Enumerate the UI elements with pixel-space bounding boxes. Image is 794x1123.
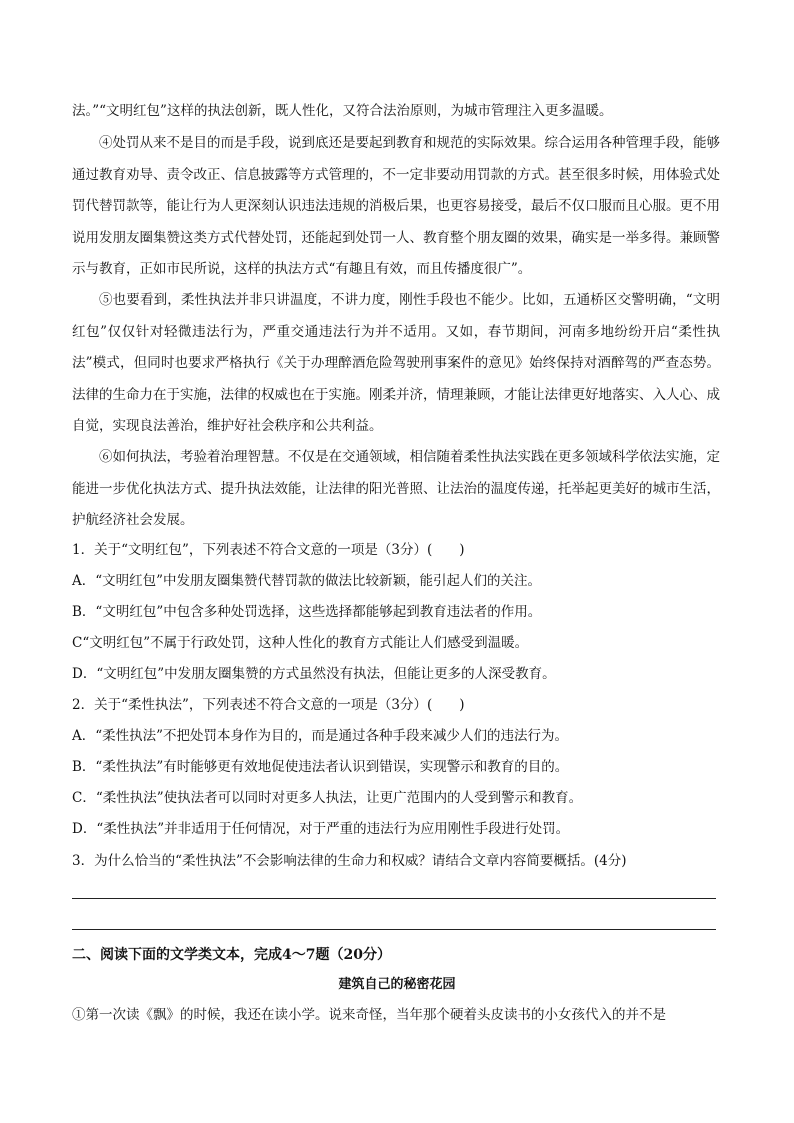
question-2-option-d: D．“柔性执法”并非适用于任何情况，对于严重的违法行为应用刚性手段进行处罚。	[72, 821, 570, 837]
question-1-option-d: D．“文明红包”中发朋友圈集赞的方式虽然没有执法，但能让更多的人深受教育。	[72, 666, 556, 682]
answer-line-2[interactable]	[72, 929, 716, 930]
question-2-stem: 2．关于“柔性执法”，下列表述不符合文意的一项是（3分）( )	[72, 697, 465, 713]
article-paragraph-1: ①第一次读《飘》的时候，我还在读小学。说来奇怪，当年那个硬着头皮读书的小女孩代入的并不是	[72, 1007, 666, 1023]
question-1-stem: 1．关于“文明红包”，下列表述不符合文意的一项是（3分）( )	[72, 542, 465, 558]
section-2-heading: 二、阅读下面的文学类文本，完成4～7题（20分）	[72, 947, 391, 963]
passage-paragraph-3-end: 法。”“文明红包”这样的执法创新，既人性化，又符合法治原则，为城市管理注入更多温暖。	[72, 103, 613, 119]
article-title: 建筑自己的秘密花园	[338, 977, 456, 992]
passage-paragraph-4: ④处罚从来不是目的而是手段，说到底还是要起到教育和规范的实际效果。综合运用各种管理手段，能够通过教育劝导、责令改正、信息披露等方式管理的，不一定非要动用罚款的方式。甚至很多时候，用体验式处罚代替罚款等，能让行为人更深刻认识违法违规的消极后果，也更容易接受，最后不仅口服而且心服。更不用说用发朋友圈集赞这类方式代替处罚，还能起到处罚一人、教育整个朋友圈的效果，确实是一举多得。兼顾警示与教育，正如市民所说，这样的执法方式“有趣且有效，而且传播度很广”。	[72, 135, 720, 278]
question-1-option-b: B．“文明红包”中包含多种处罚选择，这些选择都能够起到教育违法者的作用。	[72, 604, 542, 620]
question-2-option-a: A．“柔性执法”不把处罚本身作为目的，而是通过各种手段来减少人们的违法行为。	[72, 728, 569, 744]
question-1-option-a: A．“文明红包”中发朋友圈集赞代替罚款的做法比较新颖，能引起人们的关注。	[72, 573, 542, 589]
question-1-option-c: C“文明红包”不属于行政处罚，这种人性化的教育方式能让人们感受到温暖。	[72, 635, 529, 651]
question-2-option-b: B．“柔性执法”有时能够更有效地促使违法者认识到错误，实现警示和教育的目的。	[72, 759, 569, 775]
passage-paragraph-6: ⑥如何执法，考验着治理智慧。不仅是在交通领域，相信随着柔性执法实践在更多领域科学依法实施，定能进一步优化执法方式、提升执法效能，让法律的阳光普照、让法治的温度传递，托举起更美好的城市生活，护航经济社会发展。	[72, 449, 720, 529]
answer-line-1[interactable]	[72, 898, 716, 899]
passage-paragraph-5: ⑤也要看到，柔性执法并非只讲温度，不讲力度，刚性手段也不能少。比如，五通桥区交警明确，“文明红包”仅仅针对轻微违法行为，严重交通违法行为并不适用。又如，春节期间，河南多地纷纷开启“柔性执法”模式，但同时也要求严格执行《关于办理醉酒危险驾驶刑事案件的意见》始终保持对酒醉驾的严查态势。法律的生命力在于实施，法律的权威也在于实施。刚柔并济，情理兼顾，才能让法律更好地落实、入人心、成自觉，实现良法善治，维护好社会秩序和公共利益。	[72, 292, 720, 435]
question-2-option-c: C．“柔性执法”使执法者可以同时对更多人执法，让更广范围内的人受到警示和教育。	[72, 790, 583, 806]
question-3-stem: 3．为什么恰当的“柔性执法”不会影响法律的生命力和权威？请结合文章内容简要概括。(4分)	[72, 853, 627, 869]
